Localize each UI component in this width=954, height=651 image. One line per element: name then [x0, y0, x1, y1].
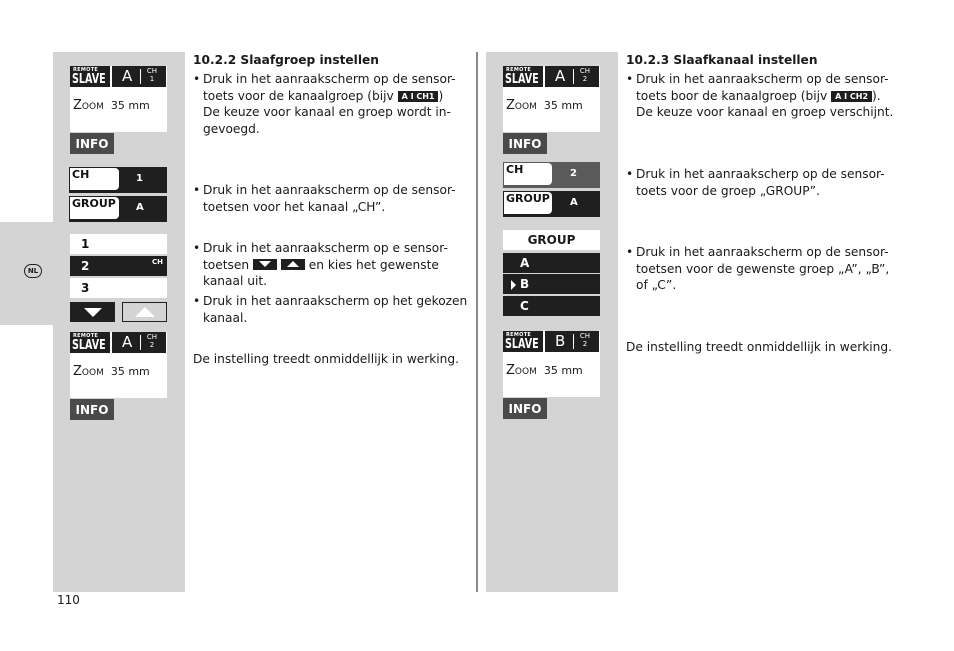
instruction-step: • Druk in het aanraakscherm op de sensor- toetsen voor de gewenste groep „A”, „B”, of „C”. — [626, 245, 890, 292]
arrow-up-icon — [135, 307, 155, 317]
info-button[interactable]: INFO — [70, 399, 114, 420]
arrow-down-icon — [84, 308, 102, 317]
language-badge: NL — [24, 264, 42, 278]
group-field[interactable]: GROUP A — [69, 196, 167, 222]
instruction-step: • Druk in het aanraakscherm op de sensor- toetsen voor het kanaal „CH”. — [193, 183, 456, 214]
info-button[interactable]: INFO — [70, 133, 114, 154]
slave-mode-badge: REMOTE SLAVE — [503, 331, 543, 352]
channel-field[interactable]: CH 1 — [69, 167, 167, 193]
group-channel-badge[interactable]: A CH 2 — [112, 332, 166, 353]
group-channel-badge-inline: A I CH2 — [831, 91, 872, 102]
group-channel-badge[interactable]: A CH 1 — [112, 66, 166, 87]
arrow-up-icon — [281, 259, 305, 270]
lcd-display-before — [503, 66, 600, 132]
slave-mode-badge: REMOTE SLAVE — [503, 66, 543, 87]
group-option-b[interactable]: B — [503, 274, 600, 294]
instruction-step: • Druk in het aanraakscherm op de sensor- toets boor de kanaalgroep (bijv A I CH2 ). De keuze voor kanaal en groep verschijnt. — [626, 72, 894, 119]
zoom-readout: ZOOM 35 mm — [73, 98, 150, 113]
instruction-step: • Druk in het aanraakscherp op de sensor- toets voor de groep „GROUP”. — [626, 167, 885, 198]
channel-field[interactable]: CH 2 — [503, 162, 600, 188]
selection-pointer-icon — [511, 280, 516, 290]
section-heading: 10.2.2 Slaafgroep instellen — [193, 53, 379, 67]
instruction-step: • Druk in het aanraakscherm op de sensor- toets voor de kanaalgroep (bijv A I CH1 ) De keuze voor kanaal en groep wordt in- gevoegd. — [193, 72, 456, 136]
channel-option-3[interactable]: 3 — [70, 278, 167, 298]
page-number: 110 — [57, 593, 80, 607]
info-button[interactable]: INFO — [503, 398, 547, 419]
group-channel-badge[interactable]: A CH 2 — [545, 66, 599, 87]
arrow-down-icon — [253, 259, 277, 270]
instruction-step: • Druk in het aanraakscherm op het gekozen kanaal. — [193, 294, 468, 325]
slave-mode-badge: REMOTE SLAVE — [70, 66, 110, 87]
scroll-up-button[interactable] — [122, 302, 167, 322]
note-text: De instelling treedt onmiddellijk in werking. — [626, 340, 893, 354]
scroll-down-button[interactable] — [70, 302, 115, 322]
instruction-step: • Druk in het aanraakscherm op e sensor- toetsen en kies het gewenste kanaal uit. — [193, 241, 448, 288]
group-list-header: GROUP — [503, 230, 600, 250]
column-divider — [476, 52, 478, 592]
group-channel-badge-inline: A I CH1 — [398, 91, 439, 102]
channel-option-1[interactable]: 1 — [70, 234, 167, 254]
lcd-display-after — [503, 331, 600, 397]
channel-option-2[interactable]: 2 CH — [70, 256, 167, 276]
note-text: De instelling treedt onmiddellijk in werking. — [193, 352, 460, 366]
slave-mode-badge: REMOTE SLAVE — [70, 332, 110, 353]
zoom-readout: ZOOM 35 mm — [506, 363, 583, 378]
zoom-readout: ZOOM 35 mm — [73, 364, 150, 379]
zoom-readout: ZOOM 35 mm — [506, 98, 583, 113]
section-heading: 10.2.3 Slaafkanaal instellen — [626, 53, 818, 67]
lcd-display-before — [70, 66, 167, 132]
lcd-display-after — [70, 332, 167, 398]
group-option-c[interactable]: C — [503, 296, 600, 316]
group-field[interactable]: GROUP A — [503, 191, 600, 217]
info-button[interactable]: INFO — [503, 133, 547, 154]
group-channel-badge[interactable]: B CH 2 — [545, 331, 599, 352]
group-option-a[interactable]: A — [503, 253, 600, 273]
